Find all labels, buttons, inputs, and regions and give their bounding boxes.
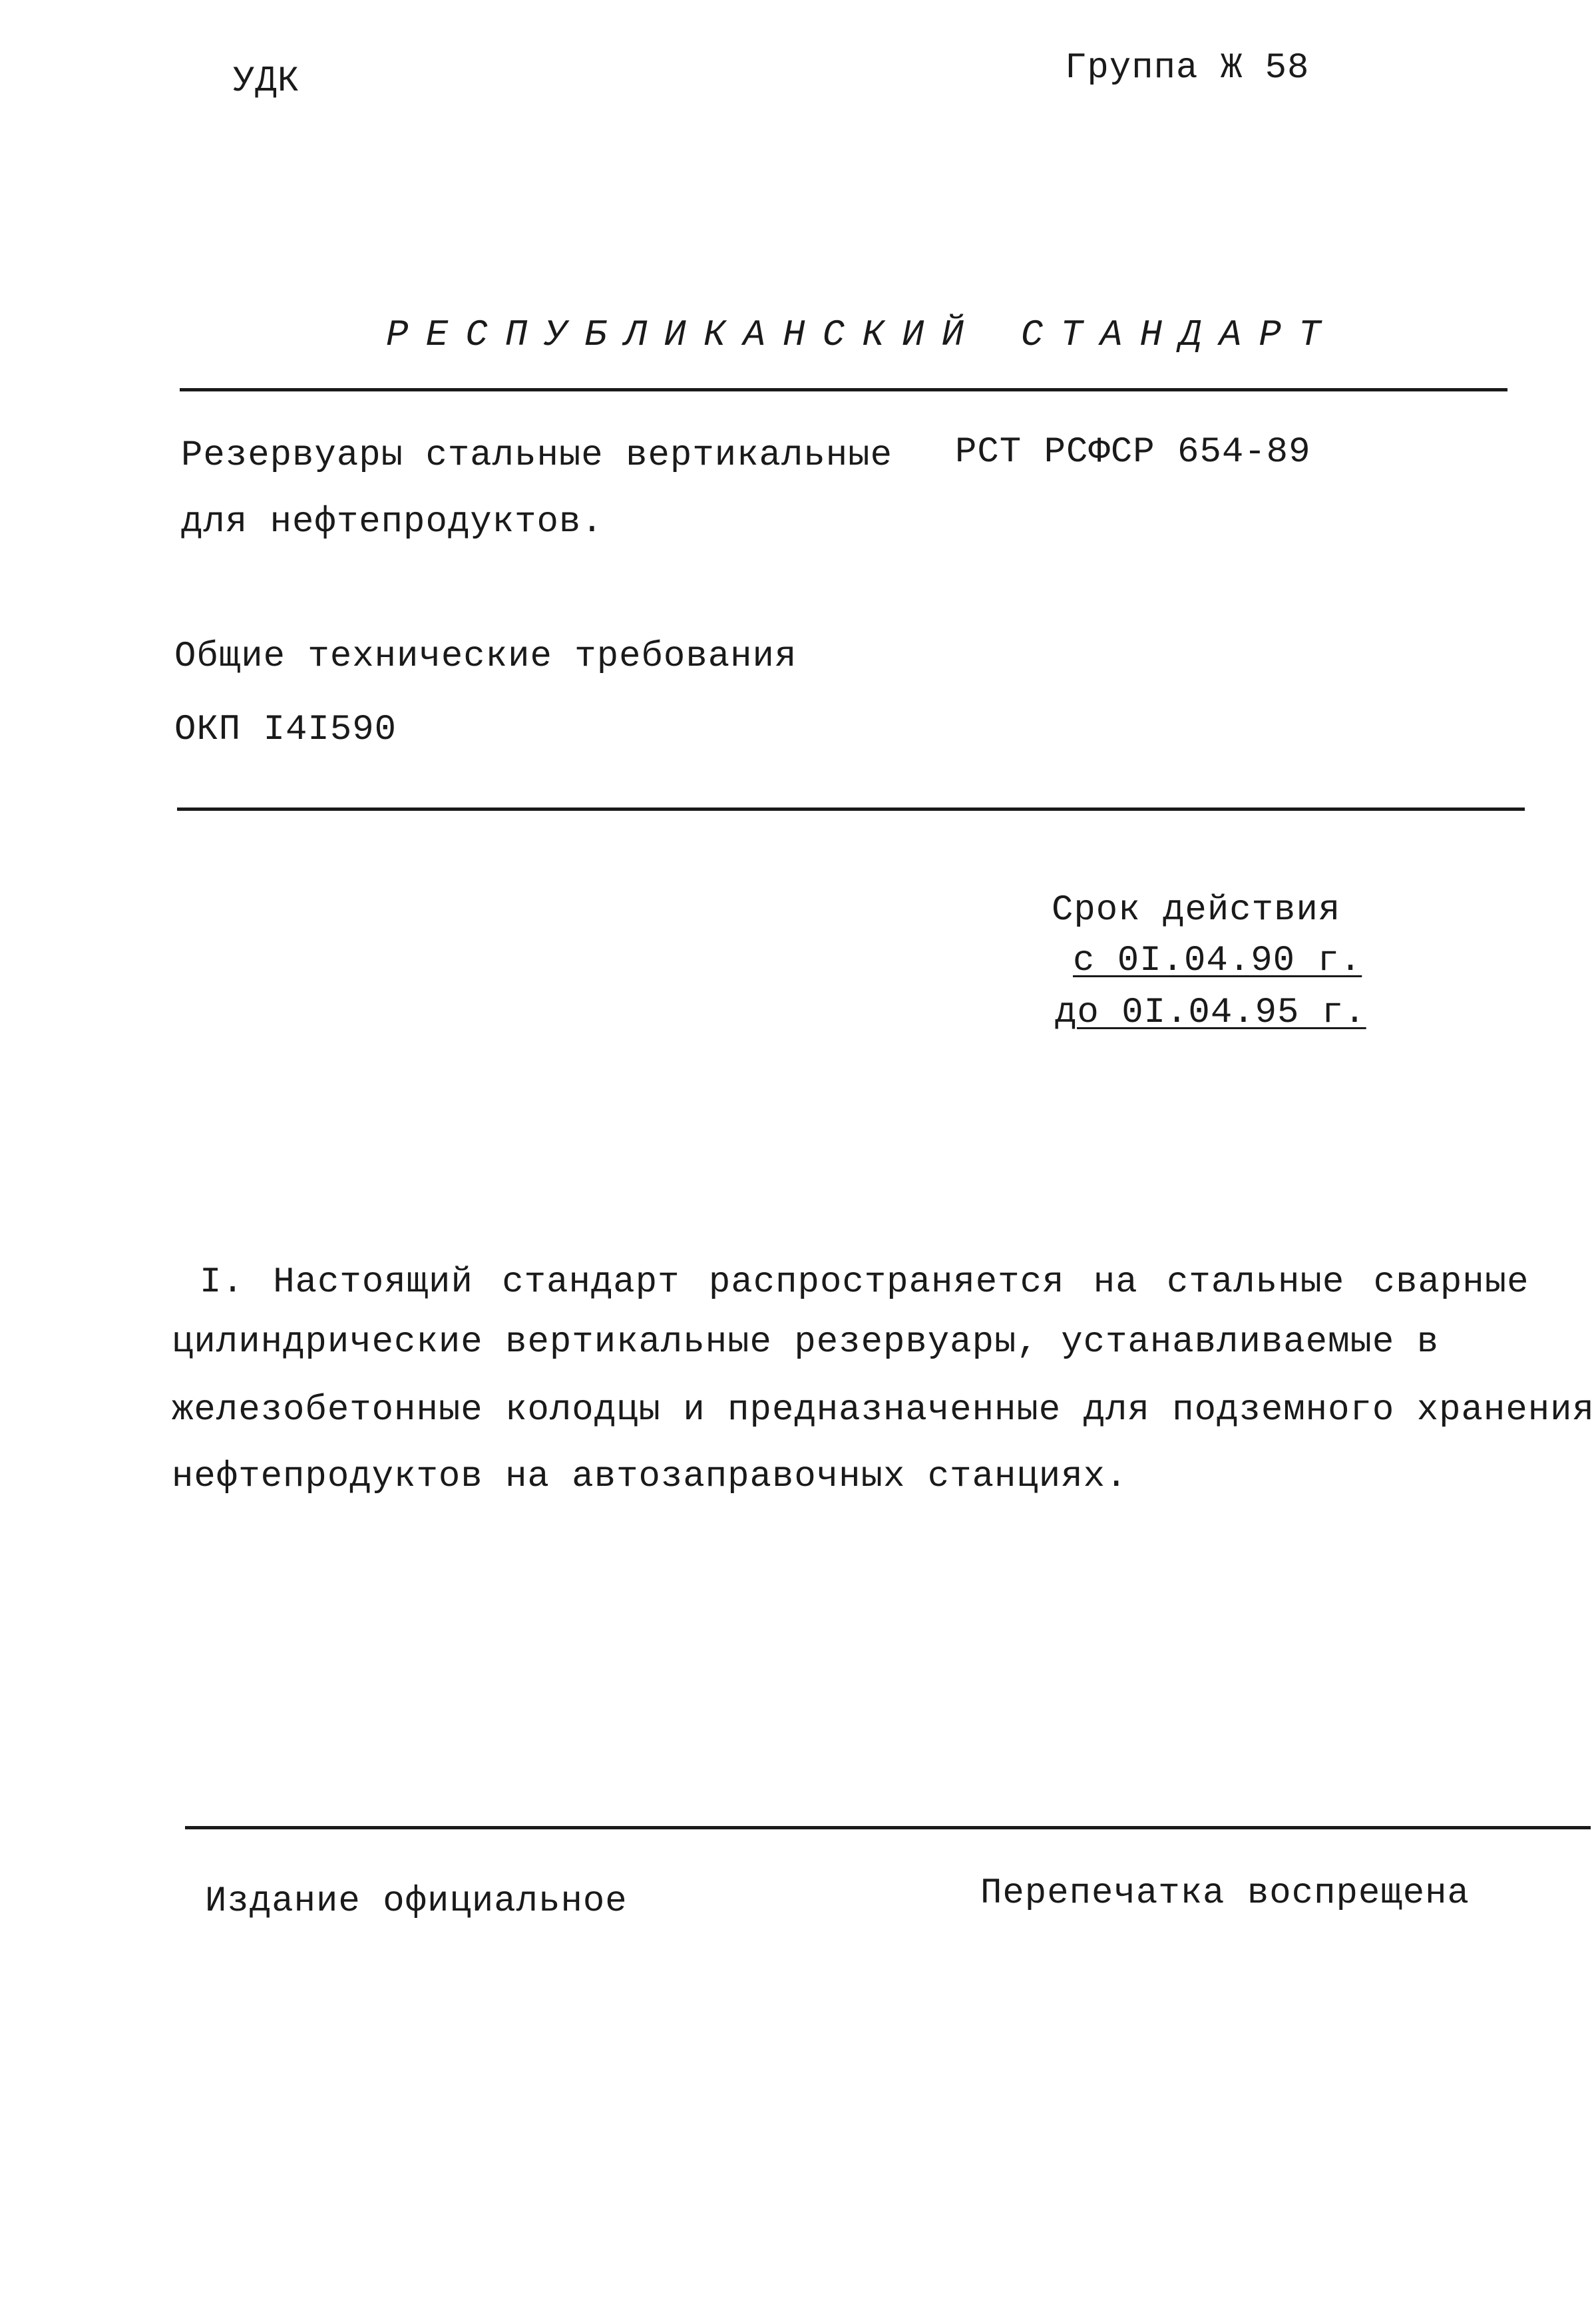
- udk-label: УДК: [233, 61, 300, 102]
- footer-divider: [185, 1826, 1591, 1829]
- standard-code: РСТ РСФСР 654-89: [955, 432, 1311, 473]
- validity-label: Срок действия: [1052, 890, 1341, 931]
- validity-from: с 0I.04.90 г.: [1073, 941, 1362, 981]
- okp-code: ОКП I4I590: [174, 710, 397, 750]
- paragraph-line: железобетонные колодцы и предназначенные для подземного хранения: [172, 1390, 1595, 1431]
- paragraph-line: I. Настоящий стандарт распространяется на стальные сварные: [200, 1262, 1529, 1303]
- title-divider: [180, 388, 1507, 391]
- document-title: РЕСПУБЛИКАНСКИЙ СТАНДАРТ: [386, 314, 1338, 356]
- standard-name-line1: Резервуары стальные вертикальные: [181, 435, 893, 476]
- edition-note: Издание официальное: [205, 1881, 628, 1922]
- reprint-note: Перепечатка воспрещена: [980, 1873, 1470, 1914]
- paragraph-line: нефтепродуктов на автозаправочных станциях.: [172, 1457, 1128, 1497]
- header-divider: [177, 807, 1525, 811]
- standard-subtitle: Общие технические требования: [174, 636, 797, 677]
- group-label: Группа Ж 58: [1065, 48, 1310, 89]
- validity-to: до 0I.04.95 г.: [1055, 993, 1366, 1033]
- paragraph-line: цилиндрические вертикальные резервуары, устанавливаемые в: [172, 1322, 1440, 1363]
- standard-name-line2: для нефтепродуктов.: [181, 502, 604, 543]
